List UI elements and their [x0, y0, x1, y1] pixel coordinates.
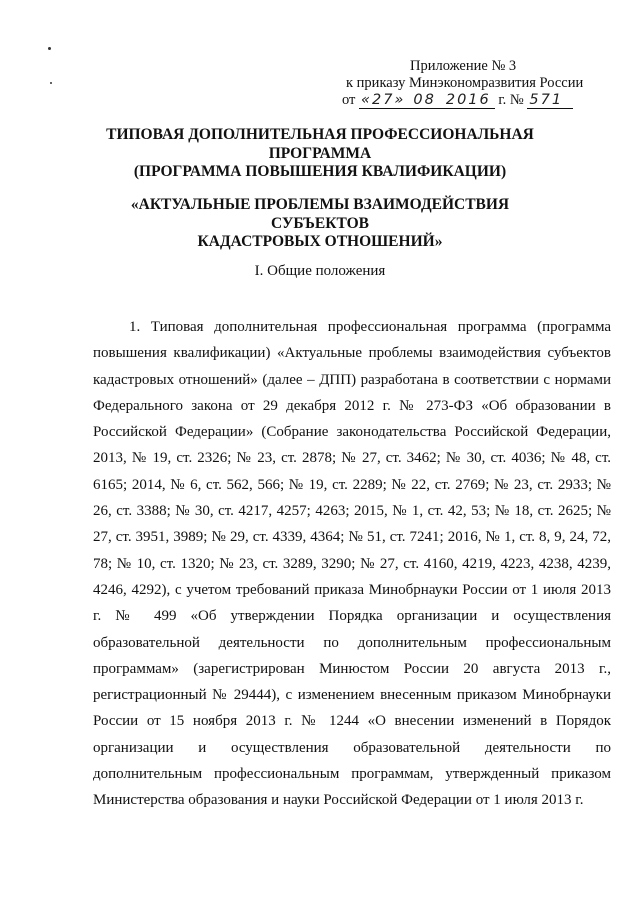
scan-speck: [48, 47, 51, 50]
paragraph-1: 1. Типовая дополнительная профессиональная программа (программа повышения квалификации) «Актуальные проблемы взаимодействия субъектов кадастровых отношений» (далее – ДПП) разработана в соответствии с нормами Федерального закона от 29 декабря 2012 г. № 273-ФЗ «Об образовании в Российской Федерации» (Собрание законодательства Российской Федерации, 2013, № 19, ст. 2326; № 23, ст. 2878; № 27, ст. 3462; № 30, ст. 4036; № 48, ст. 6165; 2014, № 6, ст. 562, 566; № 19, ст. 2289; № 22, ст. 2769; № 23, ст. 2933; № 26, ст. 3388; № 30, ст. 4217, 4257; 4263; 2015, № 1, ст. 42, 53; № 18, ст. 2625; № 27, ст. 3951, 3989; № 29, ст. 4339, 4364; № 51, ст. 7241; 2016, № 1, ст. 8, 9, 24, 72, 78; № 10, ст. 1320; № 23, ст. 3289, 3290; № 27, ст. 4160, 4219, 4223, 4238, 4239, 4246, 4292), с учетом требований приказа Минобрнауки России от 1 июля 2013 г. № 499 «Об утверждении Порядка организации и осуществления образовательной деятельности по дополнительным профессиональным программам» (зарегистрирован Минюстом России 20 августа 2013 г., регистрационный № 29444), с изменением внесенным приказом Минобрнауки России от 15 ноября 2013 г. № 1244 «О внесении изменений в Порядок организации и осуществления образовательной деятельности по дополнительным профессиональным программам, утвержденный приказом Министерства образования и науки Российской Федерации от 1 июля 2013 г.: [93, 319, 611, 809]
program-name-line-1: «АКТУАЛЬНЫЕ ПРОБЛЕМЫ ВЗАИМОДЕЙСТВИЯ СУБЪЕКТОВ: [130, 196, 510, 232]
title-line-3: (ПРОГРАММА ПОВЫШЕНИЯ КВАЛИФИКАЦИИ): [133, 163, 507, 180]
order-date-line: [336, 92, 606, 109]
date-prefix: от: [342, 92, 356, 108]
program-name-line-2: КАДАСТРОВЫХ ОТНОШЕНИЙ»: [197, 233, 443, 250]
title-line-1: ТИПОВАЯ ДОПОЛНИТЕЛЬНАЯ ПРОФЕССИОНАЛЬНАЯ: [106, 126, 534, 143]
date-suffix: г. №: [498, 92, 524, 108]
date-day: «27»: [361, 92, 406, 108]
program-name: [80, 196, 560, 252]
section-heading: I. Общие положения: [254, 263, 386, 279]
title-line-2: ПРОГРАММА: [268, 144, 372, 162]
appendix-header: [336, 58, 606, 109]
order-number: 571: [527, 92, 573, 109]
date-year: 2016: [442, 92, 495, 109]
date-month: 08: [407, 92, 441, 109]
appendix-number: Приложение № 3: [410, 58, 517, 74]
order-reference: к приказу Минэкономразвития России: [346, 75, 584, 91]
document-title: [80, 126, 560, 182]
scan-speck: [50, 82, 52, 84]
body-text: [93, 314, 611, 814]
